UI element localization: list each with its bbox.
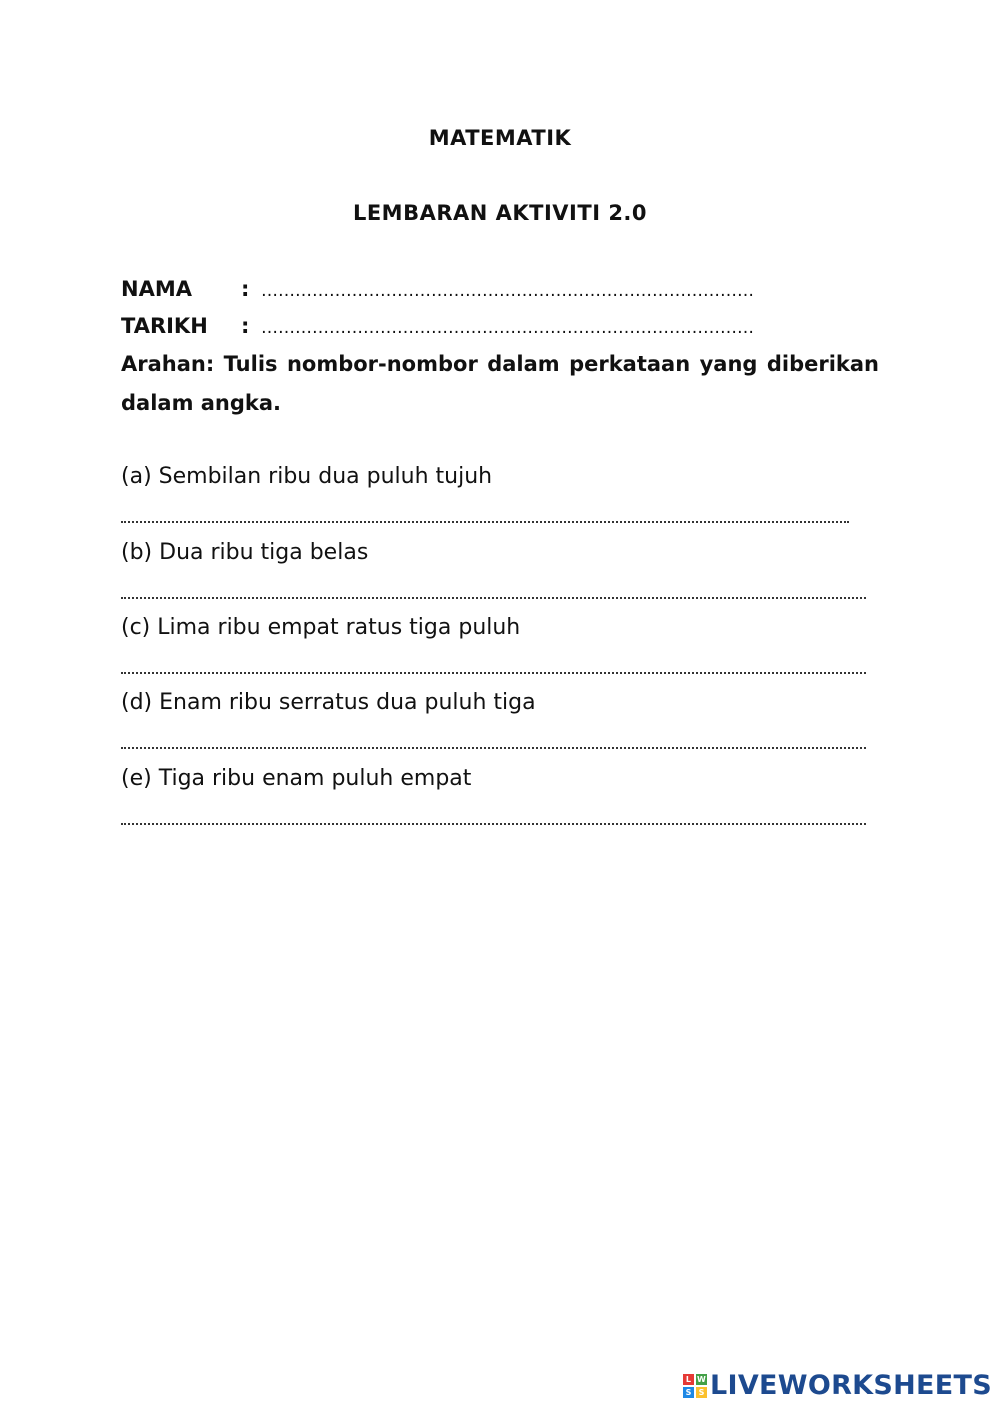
- name-colon: :: [241, 277, 250, 301]
- question-d: (d) Enam ribu serratus dua puluh tiga: [121, 690, 536, 715]
- logo-blocks-icon: [683, 1374, 707, 1398]
- name-label: NAMA: [121, 277, 192, 301]
- instruction-text: Arahan: Tulis nombor-nombor dalam perkataan yang diberikan dalam angka.: [121, 352, 879, 415]
- answer-line-c[interactable]: [121, 660, 866, 674]
- logo-block-l: L: [683, 1374, 694, 1385]
- name-answer-dots[interactable]: ……………………………………………………………………………: [261, 281, 754, 301]
- answer-line-b[interactable]: [121, 585, 866, 599]
- question-a: (a) Sembilan ribu dua puluh tujuh: [121, 464, 493, 489]
- answer-line-d[interactable]: [121, 735, 866, 749]
- logo-block-s2: S: [696, 1387, 707, 1398]
- subject-heading: MATEMATIK: [428, 126, 572, 150]
- brand-text: LIVEWORKSHEETS: [709, 1370, 992, 1401]
- date-field: [121, 314, 754, 338]
- question-e: (e) Tiga ribu enam puluh empat: [121, 766, 472, 791]
- liveworksheets-logo[interactable]: [683, 1370, 992, 1401]
- answer-line-e[interactable]: [121, 811, 866, 825]
- name-field: [121, 277, 754, 301]
- question-c: (c) Lima ribu empat ratus tiga puluh: [121, 615, 521, 640]
- worksheet-title: LEMBARAN AKTIVITI 2.0: [352, 201, 648, 225]
- question-b: (b) Dua ribu tiga belas: [121, 540, 369, 565]
- date-answer-dots[interactable]: ……………………………………………………………………………: [261, 318, 754, 338]
- logo-block-w: W: [697, 1374, 706, 1384]
- answer-line-a[interactable]: [121, 509, 849, 523]
- date-colon: :: [241, 314, 250, 338]
- date-label: TARIKH: [121, 314, 208, 338]
- logo-block-s1: S: [683, 1387, 694, 1398]
